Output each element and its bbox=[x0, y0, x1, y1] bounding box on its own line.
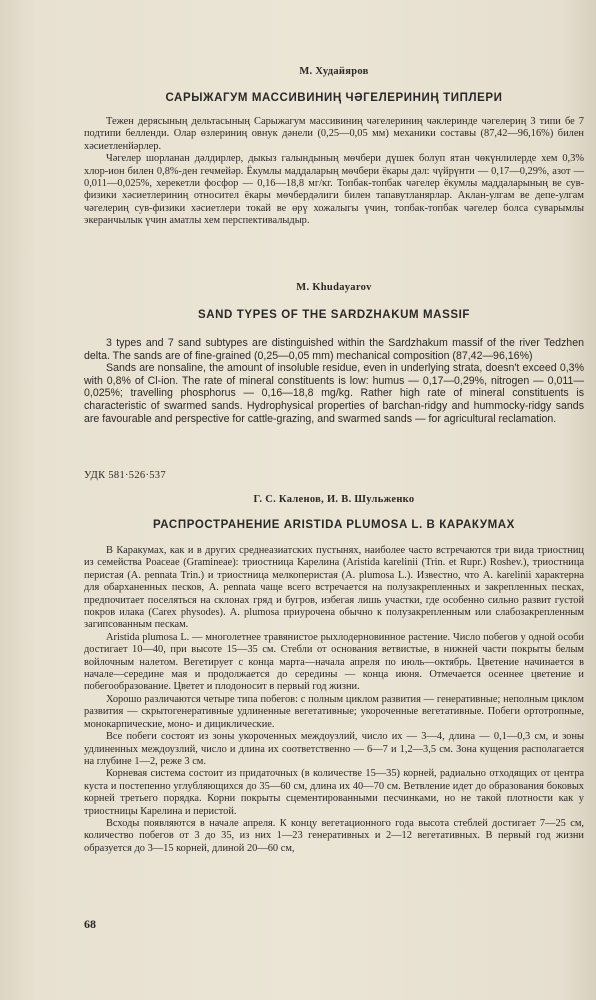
udk-code bbox=[84, 470, 584, 481]
udk-text: УДК 581·526·537 bbox=[84, 470, 166, 481]
russian-article bbox=[84, 494, 584, 855]
turkmen-paragraph-2: Чәгелер шорланан дәлдирлер, дыкыз галындының мөчбери дүшек болуп ятан чөкүнлилерде хем 0,3% хлор-ион билен 0,8%-ден гечмейәр. Ёкумлы маддаларың мөчбери ёкары дәл: чүйрүнти — 0,17—0,29%, азот — 0,011—0,025%, херекетли фосфор — 0,16—18,8 мг/кг. Топбак-топбак чәгелер ёкумлы маддаларының ве сув-физики хәсиетлериниң относител ёкары мөчбердәлиги билен тапавутланярлар. Аклан-улгам ве депе-улгам чәгелериң сув-физики хәсиетлери токай ве өрү хожалыгы үчин, топбак-топбак чәгелер болса суварымлы экеранчылык үчин аматлы хем перспективалыдыр. bbox=[84, 153, 584, 227]
english-paragraph-1: 3 types and 7 sand subtypes are distinguished within the Sardzhakum massif of the river Tedzhen delta. The sands are of fine-grained (0,25—0,05 mm) mechanical composition (87,42—96,16%) bbox=[84, 337, 584, 362]
english-author: M. Khudayarov bbox=[296, 282, 372, 293]
russian-paragraph-3: Хорошо различаются четыре типа побегов: с полным циклом развития — генеративные; неполным циклом развития — скрытогенеративные удлиненные вегетативные; укороченные вегетативные. Побеги ортотропные, монокарпические, моно- и дициклические. bbox=[84, 693, 584, 730]
russian-paragraph-1: В Каракумах, как и в других среднеазиатских пустынях, наиболее часто встречаются три вида триостниц из семейства Poaceae (Gramineae): триостница Карелина (Aristida karelinii (Trin. et Rupr.) Roshev.), триостница перистая (A. pennata Trin.) и триостница мелкоперистая (A. plumosa L.). Известно, что A. karelinii характерна для обарханенных песков, A. pennata чаще всего встречается на полузакрепленных и закрепленных песках, предпочитает поселяться на склонах гряд и бугров, избегая лишь участки, где особенно сильно развит густой покров илака (Carex physodes). A. plumosa приурочена обычно к полузакрепленным или слабозакрепленным загипсованным пескам. bbox=[84, 545, 584, 631]
english-title: SAND TYPES OF THE SARDZHAKUM MASSIF bbox=[197, 309, 471, 321]
english-paragraph-2: Sands are nonsaline, the amount of insoluble residue, even in underlying strata, doesn't exceed 0,3% with 0,8% of Cl-ion. The rate of mineral constituents is low: humus — 0,17—0,29%, nitrogen — 0,011—0,025%; travelling phosphorus — 0,16—18,8 mg/kg. Rather high rate of mineral constituents is characteristic of swarmed sands. Hydrophysical properties of barchan-ridgy and hummocky-ridgy sands are favourable and perspective for cattle-grazing, and swarmed sands — for agricultural reclamation. bbox=[84, 362, 584, 425]
russian-paragraph-4: Все побеги состоят из зоны укороченных междоузлий, число их — 3—4, длина — 0,1—0,3 см, и зоны удлиненных междоузлий, число и длина их соответственно — 6—7 и 1,2—3,5 см. Зона кущения располагается на глубине 1—2, реже 3 см. bbox=[84, 731, 584, 767]
russian-paragraph-2: Aristida plumosa L. — многолетнее травянистое рыхлодерновинное растение. Число побегов у одной особи достигает 10—40, при высоте 15—35 см. Стебли от основания ветвистые, в нижней части покрыты белым войлочным налетом. Вегетирует с конца марта—начала апреля по июль—октябрь. Цветение начинается в начале—середине мая и продолжается до середины — конца июня. Отмечается осеннее цветение и побегообразование. Цветет и плодоносит в первый год жизни. bbox=[84, 631, 584, 693]
russian-paragraph-5: Корневая система состоит из придаточных (в количестве 15—35) корней, радиально отходящих от центра куста и постепенно углубляющихся до 35—60 см, длина их 40—70 см. Ветвление идет до образования боковых корней третьего порядка. Корни покрыты сцементированными песчинками, но не такой плотности как у триостницы Карелина и перистой. bbox=[84, 768, 584, 817]
russian-authors: Г. С. Каленов, И. В. Шульженко bbox=[253, 494, 415, 505]
russian-paragraph-6: Всходы появляются в начале апреля. К концу вегетационного года высота стеблей достигает 7—25 см, количество побегов от 3 до 35, из них 1—23 генеративных и 2—12 вегетативных. В первый год жизни образуется до 3—15 корней, длиной 20—60 см, bbox=[84, 817, 584, 854]
turkmen-title: САРЫЖАГУМ МАССИВИНИҢ ЧӘГЕЛЕРИНИҢ ТИПЛЕРИ bbox=[165, 92, 503, 104]
page-number: 68 bbox=[84, 917, 96, 931]
english-abstract bbox=[84, 282, 584, 425]
russian-title: РАСПРОСТРАНЕНИЕ ARISTIDA PLUMOSA L. В КАРАКУМАХ bbox=[153, 519, 515, 531]
turkmen-paragraph-1: Тежен дерясының дельтасының Сарыжагум массивиниң чәгелериниң чәклеринде чәгелериң 3 типи бе 7 подтипи белленди. Олар өзлериниң овнук дәнели (0,25—0,05 мм) механики составы (87,42—96,16%) билен хәсиетленйәрлер. bbox=[84, 116, 584, 152]
turkmen-abstract bbox=[84, 66, 584, 228]
turkmen-author: М. Худайяров bbox=[299, 66, 369, 77]
